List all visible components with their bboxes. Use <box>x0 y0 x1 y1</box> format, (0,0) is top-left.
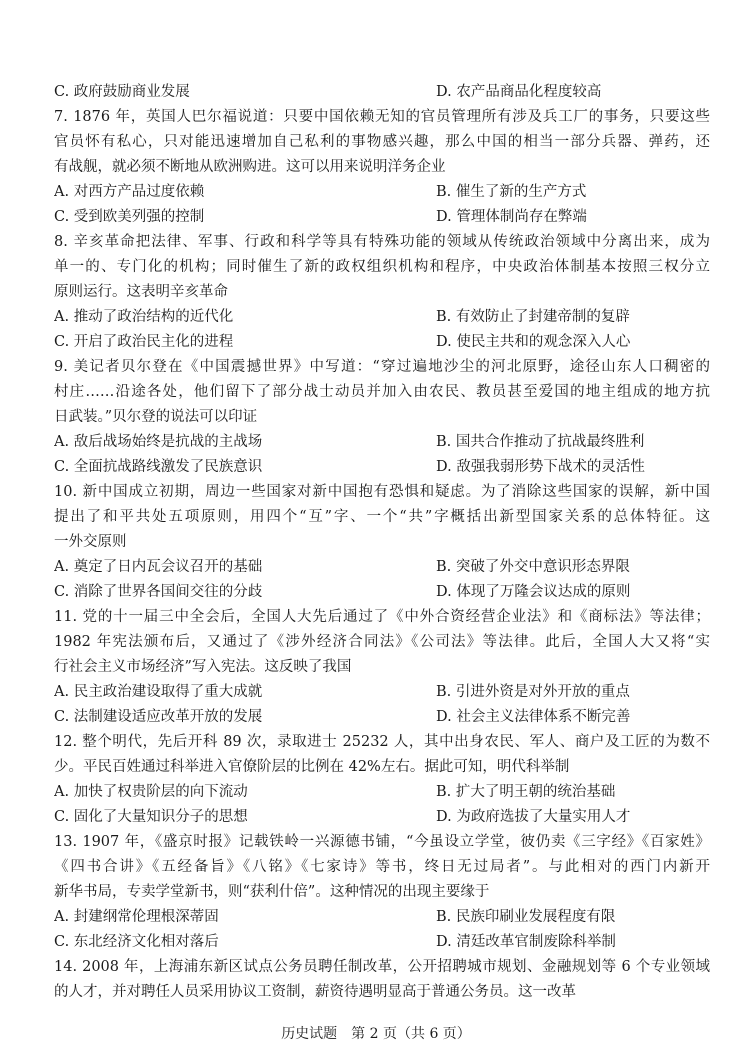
answer-option: D. 社会主义法律体系不断完善 <box>436 709 631 725</box>
answer-option: A. 对西方产品过度依赖 <box>54 184 205 200</box>
answer-option: A. 奠定了日内瓦会议召开的基础 <box>54 559 263 575</box>
answer-options-row <box>54 582 710 602</box>
answer-options-row <box>54 682 710 702</box>
answer-options-row <box>54 807 710 827</box>
answer-options-row <box>54 557 710 577</box>
question-text-line: 日武装。”贝尔登的说法可以印证 <box>54 409 258 425</box>
answer-option: B. 扩大了明王朝的统治基础 <box>436 784 616 800</box>
question-text-line: 行社会主义市场经济”写入宪法。这反映了我国 <box>54 659 352 675</box>
answer-option: C. 东北经济文化相对落后 <box>54 934 219 950</box>
question-text-line: 村庄……沿途各处，他们留下了部分战士动员并加入由农民、教员甚至爱国的地主组成的地方抗 <box>54 384 710 400</box>
answer-options-row <box>54 332 710 352</box>
question-text-line: 13. 1907 年，《盛京时报》记载铁岭一兴源德书铺，“今虽设立学堂，彼仍卖《三字经》《百家姓》 <box>54 834 710 850</box>
answer-option: A. 推动了政治结构的近代化 <box>54 309 234 325</box>
answer-option: A. 加快了权贵阶层的向下流动 <box>54 784 248 800</box>
answer-option: D. 农产品商品化程度较高 <box>436 84 602 100</box>
question-text-line: 少。平民百姓通过科举进入官僚阶层的比例在 42%左右。据此可知，明代科举制 <box>54 759 570 775</box>
answer-option: D. 清廷改革官制废除科举制 <box>436 934 616 950</box>
question-text-line: 8. 辛亥革命把法律、军事、行政和科学等具有特殊功能的领域从传统政治领域中分离出来，成为 <box>54 234 710 250</box>
question-text-line: 9. 美记者贝尔登在《中国震撼世界》中写道：“穿过遍地沙尘的河北原野，途径山东人口稠密的 <box>54 359 710 375</box>
answer-option: B. 有效防止了封建帝制的复辟 <box>436 309 630 325</box>
answer-options-row <box>54 707 710 727</box>
answer-option: B. 引进外资是对外开放的重点 <box>436 684 630 700</box>
answer-options-row <box>54 907 710 927</box>
answer-option: A. 民主政治建设取得了重大成就 <box>54 684 263 700</box>
answer-option: D. 体现了万隆会议达成的原则 <box>436 584 631 600</box>
question-text-line: 原则运行。这表明辛亥革命 <box>54 284 228 300</box>
question-text-line: 官员怀有私心，只对能迅速增加自己私利的事物感兴趣，那么中国的相当一部分兵器、弹药，还 <box>54 134 710 150</box>
answer-option: C. 固化了大量知识分子的思想 <box>54 809 248 825</box>
question-text-line: 10. 新中国成立初期，周边一些国家对新中国抱有恐惧和疑虑。为了消除这些国家的误解，新中国 <box>54 484 710 500</box>
answer-option: C. 法制建设适应改革开放的发展 <box>54 709 263 725</box>
answer-options-row <box>54 932 710 952</box>
answer-option: B. 民族印刷业发展程度有限 <box>436 909 616 925</box>
answer-option: B. 国共合作推动了抗战最终胜利 <box>436 434 645 450</box>
question-text-line: 《四书合讲》《五经备旨》《八铭》《七家诗》等书，终日无过局者”。与此相对的西门内新开 <box>54 859 710 875</box>
question-text-line: 单一的、专门化的机构；同时催生了新的政权组织机构和程序，中央政治体制基本按照三权分立 <box>54 259 710 275</box>
question-text-line: 1982 年宪法颁布后，又通过了《涉外经济合同法》《公司法》等法律。此后，全国人大又将“实 <box>54 634 710 650</box>
page-footer: 历史试题 第 2 页（共 6 页） <box>281 1026 471 1042</box>
question-text-line: 提出了和平共处五项原则，用四个“互”字、一个“共”字概括出新型国家关系的总体特征。这 <box>54 509 710 525</box>
question-text-line: 12. 整个明代，先后开科 89 次，录取进士 25232 人，其中出身农民、军人、商户及工匠的为数不 <box>54 734 710 750</box>
question-text-line: 有战舰，就必须不断地从欧洲购进。这可以用来说明洋务企业 <box>54 159 446 175</box>
answer-option: A. 敌后战场始终是抗战的主战场 <box>54 434 263 450</box>
answer-option: C. 全面抗战路线激发了民族意识 <box>54 459 263 475</box>
answer-options-row <box>54 307 710 327</box>
answer-option: A. 封建纲常伦理根深蒂固 <box>54 909 219 925</box>
answer-options-row <box>54 207 710 227</box>
answer-option: C. 消除了世界各国间交往的分歧 <box>54 584 263 600</box>
answer-option: C. 受到欧美列强的控制 <box>54 209 205 225</box>
answer-option: B. 突破了外交中意识形态界限 <box>436 559 630 575</box>
answer-options-row <box>54 782 710 802</box>
answer-options-row <box>54 457 710 477</box>
answer-options-row <box>54 432 710 452</box>
answer-option: D. 使民主共和的观念深入人心 <box>436 334 631 350</box>
question-text-line: 7. 1876 年，英国人巴尔福说道：只要中国依赖无知的官员管理所有涉及兵工厂的事务，只要这些 <box>54 109 710 125</box>
question-text-line: 的人才，并对聘任人员采用协议工资制，薪资待遇明显高于普通公务员。这一改革 <box>54 984 576 1000</box>
answer-options-row <box>54 182 710 202</box>
question-text-line: 11. 党的十一届三中全会后，全国人大先后通过了《中外合资经营企业法》和《商标法》等法律； <box>54 609 710 625</box>
answer-option: B. 催生了新的生产方式 <box>436 184 587 200</box>
answer-options-row <box>54 82 710 102</box>
question-text-line: 14. 2008 年，上海浦东新区试点公务员聘任制改革，公开招聘城市规划、金融规划等 6 个专业领域 <box>54 959 710 975</box>
answer-option: D. 管理体制尚存在弊端 <box>436 209 587 225</box>
answer-option: D. 为政府选拔了大量实用人才 <box>436 809 631 825</box>
answer-option: C. 政府鼓励商业发展 <box>54 84 190 100</box>
answer-option: D. 敌强我弱形势下战术的灵活性 <box>436 459 645 475</box>
answer-option: C. 开启了政治民主化的进程 <box>54 334 234 350</box>
question-text-line: 一外交原则 <box>54 534 127 550</box>
question-text-line: 新华书局，专卖学堂新书，则“获利什倍”。这种情况的出现主要缘于 <box>54 884 490 900</box>
